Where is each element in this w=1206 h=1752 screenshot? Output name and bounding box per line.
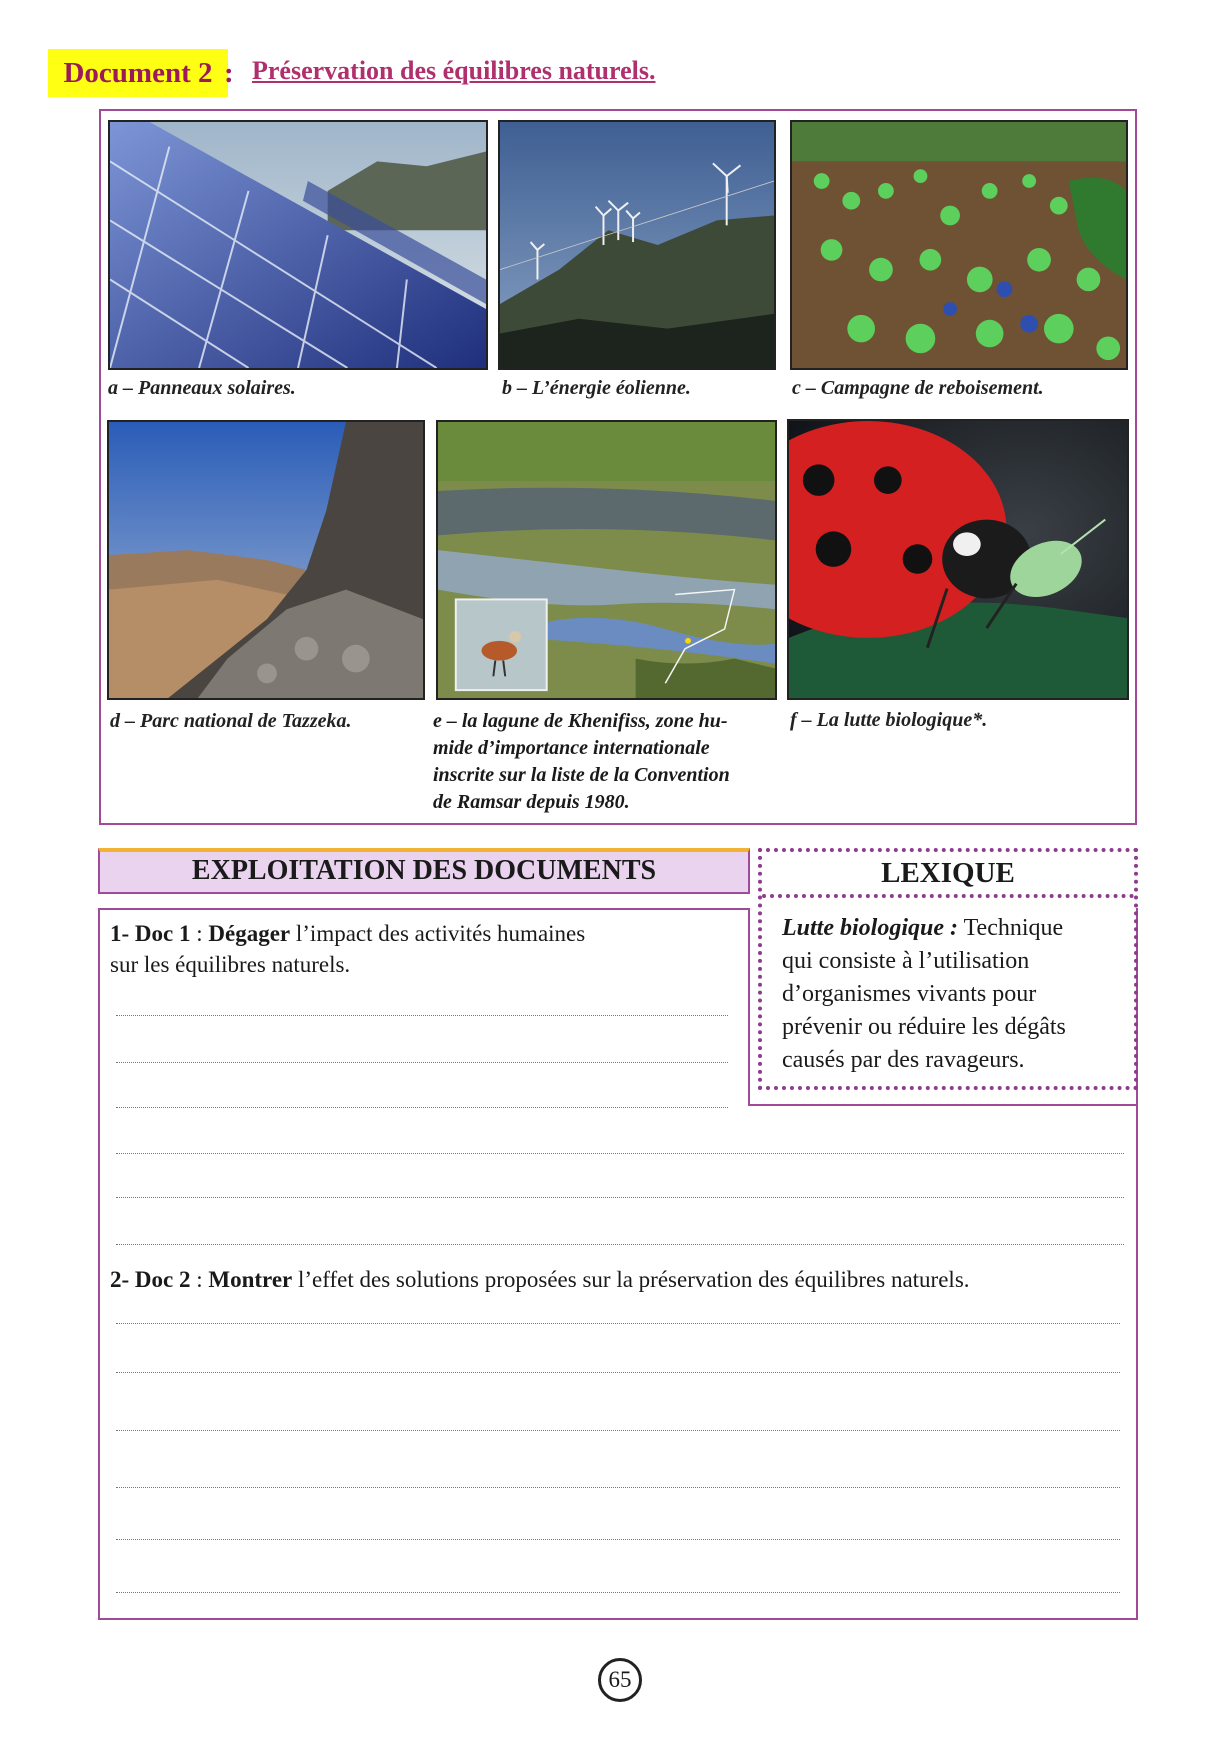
question-1-sep: : [190, 921, 209, 946]
lexique-line: causés par des ravageurs. [782, 1047, 1025, 1073]
document-title: Préservation des équilibres naturels. [252, 56, 656, 85]
document-colon: : [224, 57, 234, 89]
answer-line[interactable] [116, 1487, 1120, 1488]
answer-line[interactable] [116, 1062, 728, 1063]
page-number: 65 [598, 1658, 642, 1702]
lexique-line: prévenir ou réduire les dégâts [782, 1014, 1066, 1040]
question-2-verb: Montrer [208, 1267, 293, 1292]
question-2 [110, 1264, 1120, 1295]
caption-a: a – Panneaux solaires. [108, 377, 296, 399]
question-1 [110, 918, 740, 980]
caption-b: b – L’énergie éolienne. [502, 377, 691, 399]
lexique-definition [782, 912, 1122, 1077]
question-1-text: l’impact des activités humaines [290, 921, 586, 946]
answer-line[interactable] [116, 1539, 1120, 1540]
question-1-number: 1- Doc 1 [110, 921, 191, 946]
caption-f: f – La lutte biologique*. [790, 709, 988, 731]
lexique-line: qui consiste à l’utilisation [782, 948, 1030, 974]
answer-line[interactable] [116, 1153, 1124, 1154]
document-label: Document 2 [48, 49, 228, 97]
caption-e [433, 708, 778, 816]
lexique-separator [762, 894, 1134, 898]
questions-frame-step [748, 1104, 1138, 1106]
caption-e-line: mide d’importance internationale [433, 737, 710, 759]
lexique-line [782, 912, 1122, 945]
answer-line[interactable] [116, 1197, 1124, 1198]
answer-line[interactable] [116, 1372, 1120, 1373]
lexique-title: LEXIQUE [881, 857, 1015, 889]
lexique-term: Lutte biologique : [782, 915, 958, 941]
question-1-verb: Dégager [208, 921, 291, 946]
caption-d: d – Parc national de Tazzeka. [110, 710, 352, 732]
caption-c: c – Campagne de reboisement. [792, 377, 1044, 399]
answer-line[interactable] [116, 1323, 1120, 1324]
answer-line[interactable] [116, 1592, 1120, 1593]
exploitation-header: EXPLOITATION DES DOCUMENTS [98, 848, 750, 894]
answer-line[interactable] [116, 1244, 1124, 1245]
questions-frame-top [98, 908, 750, 910]
question-1-line-1 [110, 918, 740, 949]
caption-e-line: de Ramsar depuis 1980. [433, 791, 630, 813]
caption-e-line: inscrite sur la liste de la Convention [433, 764, 730, 786]
lexique-text: Technique [958, 915, 1064, 941]
questions-frame-divider [748, 908, 750, 1106]
mountain-park-photo [107, 420, 425, 700]
answer-line[interactable] [116, 1107, 728, 1108]
answer-line[interactable] [116, 1430, 1120, 1431]
question-2-number: 2- Doc 2 [110, 1267, 191, 1292]
reforestation-photo [790, 120, 1128, 370]
solar-panels-photo [108, 120, 488, 370]
caption-e-line: e – la lagune de Khenifiss, zone hu- [433, 710, 728, 732]
question-1-line-2: sur les équilibres naturels. [110, 952, 351, 977]
wind-turbines-photo [498, 120, 776, 370]
question-2-sep: : [190, 1267, 209, 1292]
lagoon-photo [436, 420, 777, 700]
lexique-line: d’organismes vivants pour [782, 981, 1037, 1007]
answer-line[interactable] [116, 1015, 728, 1016]
question-2-text: l’effet des solutions proposées sur la préservation des équilibres naturels. [292, 1267, 970, 1292]
ladybug-photo [787, 419, 1129, 700]
